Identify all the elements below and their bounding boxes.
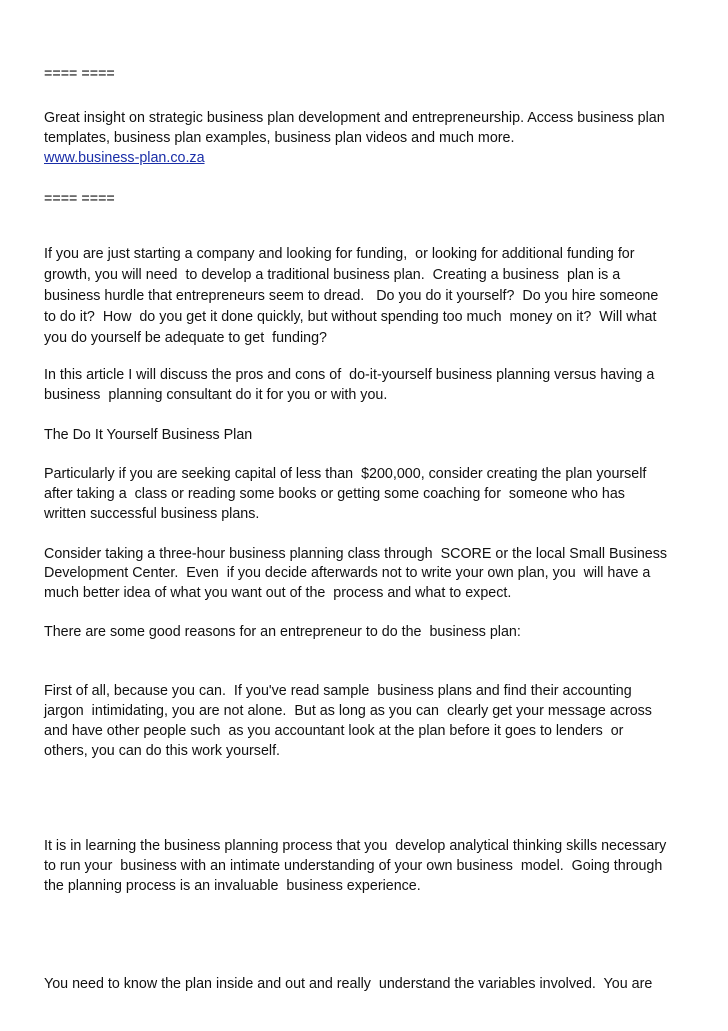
separator-top: ==== ====	[44, 66, 115, 82]
paragraph-line: It is in learning the business planning process that you develop analytical thinking skills necessary	[44, 838, 667, 854]
paragraph-line: Particularly if you are seeking capital of less than $200,000, consider creating the plan yourself	[44, 466, 647, 482]
intro-line: templates, business plan examples, business plan videos and much more.	[44, 130, 515, 146]
paragraph-line: to run your business with an intimate understanding of your own business model. Going through	[44, 858, 663, 874]
paragraph-line: after taking a class or reading some books or getting some coaching for someone who has	[44, 486, 625, 502]
paragraph-line: business hurdle that entrepreneurs seem to dread. Do you do it yourself? Do you hire someone	[44, 288, 659, 304]
website-link[interactable]: www.business-plan.co.za	[44, 150, 205, 166]
paragraph-line: you do yourself be adequate to get funding?	[44, 330, 327, 346]
paragraph-line: and have other people such as you accountant look at the plan before it goes to lenders or	[44, 723, 624, 739]
paragraph-line: others, you can do this work yourself.	[44, 743, 281, 759]
paragraph-line: jargon intimidating, you are not alone. But as long as you can clearly get your message across	[44, 703, 652, 719]
paragraph-line: In this article I will discuss the pros and cons of do-it-yourself business planning versus having a	[44, 367, 655, 383]
paragraph-line: First of all, because you can. If you've read sample business plans and find their accounting	[44, 683, 632, 699]
paragraph-line: Development Center. Even if you decide afterwards not to write your own plan, you will have a	[44, 565, 651, 581]
paragraph-line: If you are just starting a company and looking for funding, or looking for additional funding for	[44, 246, 635, 262]
paragraph-line: to do it? How do you get it done quickly, but without spending too much money on it? Will what	[44, 309, 657, 325]
paragraph-line: written successful business plans.	[44, 506, 260, 522]
paragraph-line: the planning process is an invaluable business experience.	[44, 878, 421, 894]
paragraph-line: growth, you will need to develop a traditional business plan. Creating a business plan is a	[44, 267, 621, 283]
intro-line: Great insight on strategic business plan development and entrepreneurship. Access business plan	[44, 110, 665, 126]
separator-bottom: ==== ====	[44, 191, 115, 207]
paragraph-line: You need to know the plan inside and out and really understand the variables involved. You are	[44, 976, 653, 992]
paragraph-line: much better idea of what you want out of the process and what to expect.	[44, 585, 512, 601]
paragraph-line: Consider taking a three-hour business planning class through SCORE or the local Small Business	[44, 546, 668, 562]
paragraph-line: There are some good reasons for an entrepreneur to do the business plan:	[44, 624, 521, 640]
section-heading: The Do It Yourself Business Plan	[44, 427, 253, 443]
paragraph-line: business planning consultant do it for you or with you.	[44, 387, 388, 403]
